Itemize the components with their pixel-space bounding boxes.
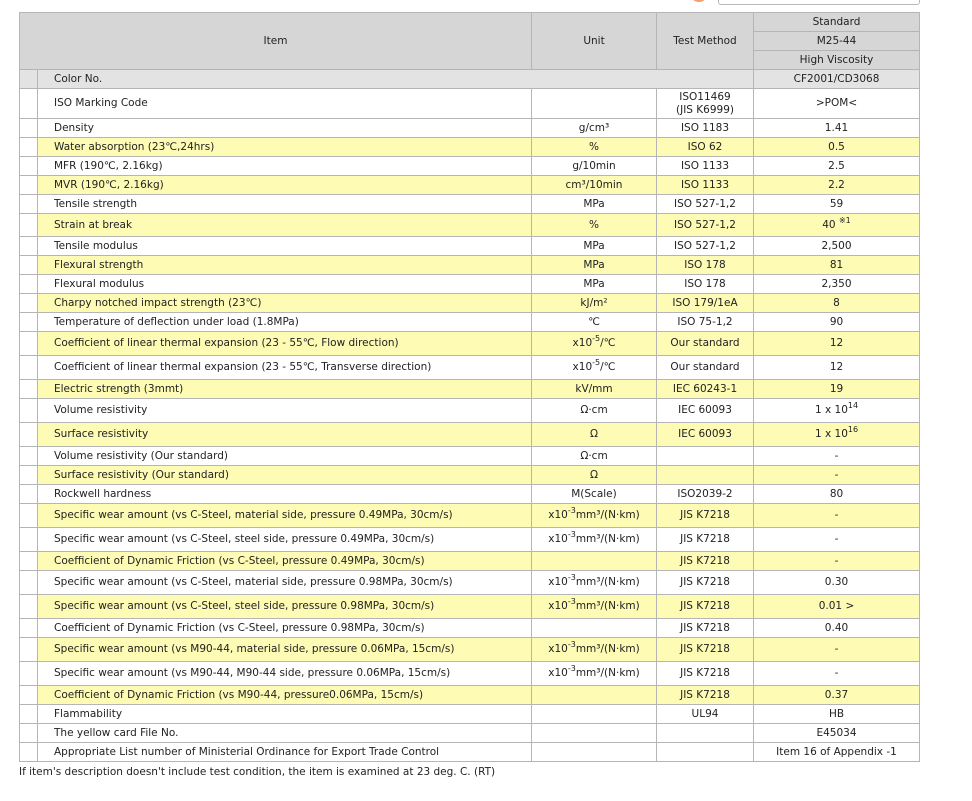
cell-test-method: JIS K7218 [657,686,754,705]
cell-unit [532,743,657,762]
cell-item: Charpy notched impact strength (23℃) [38,294,532,313]
cell-item: Temperature of deflection under load (1.8MPa) [38,313,532,332]
cell-unit: $x10^{-3}mm^3/(N\cdot km)$ [532,504,657,528]
cell-test-method: ISO 527-1,2 [657,237,754,256]
cell-value: - [754,662,920,686]
row-marker [20,423,38,447]
cell-unit: M(Scale) [532,485,657,504]
table-row [20,89,920,119]
cell-test-method [657,743,754,762]
cell-value: 2,350 [754,275,920,294]
cell-unit [532,619,657,638]
row-marker [20,356,38,380]
table-row [20,571,920,595]
table-row [20,256,920,275]
table-row [20,399,920,423]
cell-test-method: ISO 1183 [657,119,754,138]
cell-item: Specific wear amount (vs M90-44, material side, pressure 0.06MPa, 15cm/s) [38,638,532,662]
cell-value: - [754,638,920,662]
cell-item: Coefficient of linear thermal expansion (23 - 55℃, Transverse direction) [38,356,532,380]
header-item: Item [20,13,532,70]
cell-test-method: ISO 178 [657,275,754,294]
cell-value: 2.2 [754,176,920,195]
table-row [20,356,920,380]
cell-unit: Ω·cm [532,447,657,466]
cell-test-method: ISO 1133 [657,157,754,176]
cell-item: Coefficient of Dynamic Friction (vs C-Steel, pressure 0.49MPa, 30cm/s) [38,552,532,571]
cell-value: E45034 [754,724,920,743]
cell-item: Density [38,119,532,138]
row-marker [20,743,38,762]
row-marker [20,119,38,138]
cell-value: 0.40 [754,619,920,638]
table-row [20,705,920,724]
cell-item: Electric strength (3mmt) [38,380,532,399]
cell-unit [532,686,657,705]
cell-item: Flexural strength [38,256,532,275]
table-row [20,552,920,571]
cell-value: 59 [754,195,920,214]
table-row [20,195,920,214]
cell-item: Volume resistivity (Our standard) [38,447,532,466]
cell-value: 12 [754,356,920,380]
table-row [20,743,920,762]
table-row [20,176,920,195]
cell-test-method [657,466,754,485]
row-marker [20,237,38,256]
cell-value: 1.41 [754,119,920,138]
cell-value: 90 [754,313,920,332]
cell-unit: ℃ [532,313,657,332]
cell-item: MFR (190℃, 2.16kg) [38,157,532,176]
cell-value: 2,500 [754,237,920,256]
cell-item: Tensile strength [38,195,532,214]
cell-item: Specific wear amount (vs C-Steel, steel side, pressure 0.98MPa, 30cm/s) [38,595,532,619]
table-row [20,638,920,662]
cell-test-method: JIS K7218 [657,571,754,595]
header-grade: M25-44 [754,32,920,51]
cell-unit: $x10^{-3}mm^3/(N\cdot km)$ [532,528,657,552]
cell-test-method: JIS K7218 [657,528,754,552]
row-marker [20,399,38,423]
cell-unit: MPa [532,195,657,214]
cell-value: 19 [754,380,920,399]
cell-test-method: ISO 1133 [657,176,754,195]
table-row [20,466,920,485]
cell-test-method: JIS K7218 [657,662,754,686]
table-row [20,214,920,237]
cell-test-method: ISO 178 [657,256,754,275]
row-marker [20,332,38,356]
row-marker [20,380,38,399]
table-row [20,380,920,399]
header-test-method: Test Method [657,13,754,70]
table-row [20,485,920,504]
cell-value: 0.30 [754,571,920,595]
cell-unit: % [532,214,657,237]
cell-value: 81 [754,256,920,275]
cell-value: - [754,552,920,571]
cell-item: Appropriate List number of Ministerial Ordinance for Export Trade Control [38,743,532,762]
cell-item: Coefficient of linear thermal expansion (23 - 55℃, Flow direction) [38,332,532,356]
orange-tab-decoration [690,0,708,2]
table-row [20,686,920,705]
row-marker [20,447,38,466]
table-row [20,275,920,294]
properties-table-body [20,13,920,762]
row-marker [20,176,38,195]
cell-test-method: ISO 527-1,2 [657,214,754,237]
cell-item: Coefficient of Dynamic Friction (vs C-Steel, pressure 0.98MPa, 30cm/s) [38,619,532,638]
cell-item: Specific wear amount (vs M90-44, M90-44 side, pressure 0.06MPa, 15cm/s) [38,662,532,686]
header-unit: Unit [532,13,657,70]
cell-test-method [657,447,754,466]
cell-unit [532,89,657,119]
cell-test-method: JIS K7218 [657,552,754,571]
cell-item: Water absorption (23℃,24hrs) [38,138,532,157]
cell-item: Color No. [38,70,754,89]
cell-unit: $x10^{-5}/℃$ [532,356,657,380]
cell-unit: $x10^{-3}mm^3/(N\cdot km)$ [532,571,657,595]
cell-value: CF2001/CD3068 [754,70,920,89]
header-row-standard [20,13,920,32]
cell-unit: MPa [532,256,657,275]
cell-value: >POM< [754,89,920,119]
top-decoration [0,0,972,12]
cell-value: - [754,528,920,552]
cell-test-method: Our standard [657,356,754,380]
cell-value: - [754,466,920,485]
table-row [20,724,920,743]
cell-unit [532,552,657,571]
cell-test-method: JIS K7218 [657,504,754,528]
cell-value: 2.5 [754,157,920,176]
row-marker [20,294,38,313]
table-row [20,157,920,176]
table-row [20,237,920,256]
table-row [20,332,920,356]
row-marker [20,552,38,571]
cell-unit [532,724,657,743]
cell-unit: cm³/10min [532,176,657,195]
cell-value: 8 [754,294,920,313]
cell-value: 0.5 [754,138,920,157]
row-marker [20,157,38,176]
row-marker [20,724,38,743]
table-row [20,528,920,552]
cell-unit: Ω [532,423,657,447]
cell-test-method: ISO 62 [657,138,754,157]
table-row [20,447,920,466]
cell-unit: $x10^{-3}mm^3/(N\cdot km)$ [532,638,657,662]
cell-value: Item 16 of Appendix -1 [754,743,920,762]
cell-unit: % [532,138,657,157]
cell-item: ISO Marking Code [38,89,532,119]
cell-test-method: JIS K7218 [657,595,754,619]
table-row [20,138,920,157]
row-marker [20,466,38,485]
cell-value: 0.37 [754,686,920,705]
cell-item: Surface resistivity (Our standard) [38,466,532,485]
cell-value: HB [754,705,920,724]
cell-unit: kJ/m² [532,294,657,313]
cell-item: Tensile modulus [38,237,532,256]
cell-unit: g/10min [532,157,657,176]
row-marker [20,619,38,638]
cell-test-method: ISO11469 (JIS K6999) [657,89,754,119]
table-row [20,595,920,619]
cell-item: MVR (190℃, 2.16kg) [38,176,532,195]
cell-test-method: ISO 179/1eA [657,294,754,313]
row-marker [20,595,38,619]
cell-value: 40 $^{※1}$ [754,214,920,237]
table-row [20,294,920,313]
cell-item: Flammability [38,705,532,724]
cell-unit: g/cm³ [532,119,657,138]
table-row [20,619,920,638]
row-marker [20,195,38,214]
cell-unit: $x10^{-3}mm^3/(N\cdot km)$ [532,595,657,619]
row-marker [20,686,38,705]
cell-unit: kV/mm [532,380,657,399]
cell-value: 0.01 > [754,595,920,619]
header-viscosity: High Viscosity [754,51,920,70]
cell-item: Coefficient of Dynamic Friction (vs M90-44, pressure0.06MPa, 15cm/s) [38,686,532,705]
cell-value: - [754,504,920,528]
row-marker [20,214,38,237]
cell-test-method: Our standard [657,332,754,356]
cell-unit: $x10^{-3}mm^3/(N\cdot km)$ [532,662,657,686]
cell-item: Rockwell hardness [38,485,532,504]
table-row [20,423,920,447]
row-marker [20,313,38,332]
cell-test-method: IEC 60093 [657,423,754,447]
cell-unit: Ω [532,466,657,485]
cell-unit [532,705,657,724]
cell-item: Strain at break [38,214,532,237]
cell-value: 1 x $10^{14}$ [754,399,920,423]
cell-item: The yellow card File No. [38,724,532,743]
table-row [20,504,920,528]
cell-value: - [754,447,920,466]
cell-unit: MPa [532,237,657,256]
properties-table [19,12,920,762]
table-row [20,119,920,138]
table-row [20,662,920,686]
cell-test-method: ISO2039-2 [657,485,754,504]
cell-test-method: ISO 527-1,2 [657,195,754,214]
cell-unit: Ω·cm [532,399,657,423]
cell-test-method: IEC 60093 [657,399,754,423]
cell-unit: $x10^{-5}/℃$ [532,332,657,356]
header-standard: Standard [754,13,920,32]
row-marker [20,662,38,686]
search-box-edge[interactable] [718,0,920,5]
cell-test-method: JIS K7218 [657,619,754,638]
cell-test-method: ISO 75-1,2 [657,313,754,332]
row-marker [20,504,38,528]
cell-test-method: UL94 [657,705,754,724]
footnote: If item's description doesn't include test condition, the item is examined at 23 deg. C. (RT) [19,766,496,778]
cell-item: Specific wear amount (vs C-Steel, steel side, pressure 0.49MPa, 30cm/s) [38,528,532,552]
table-row [20,313,920,332]
cell-item: Specific wear amount (vs C-Steel, material side, pressure 0.98MPa, 30cm/s) [38,571,532,595]
cell-value: 1 x $10^{16}$ [754,423,920,447]
row-marker [20,138,38,157]
table-row [20,70,920,89]
cell-unit: MPa [532,275,657,294]
cell-value: 12 [754,332,920,356]
row-marker [20,70,38,89]
cell-item: Surface resistivity [38,423,532,447]
row-marker [20,528,38,552]
cell-test-method: JIS K7218 [657,638,754,662]
cell-test-method: IEC 60243-1 [657,380,754,399]
row-marker [20,571,38,595]
row-marker [20,256,38,275]
row-marker [20,275,38,294]
row-marker [20,485,38,504]
cell-item: Flexural modulus [38,275,532,294]
row-marker [20,638,38,662]
row-marker [20,89,38,119]
row-marker [20,705,38,724]
cell-value: 80 [754,485,920,504]
cell-test-method [657,724,754,743]
cell-item: Volume resistivity [38,399,532,423]
cell-item: Specific wear amount (vs C-Steel, material side, pressure 0.49MPa, 30cm/s) [38,504,532,528]
